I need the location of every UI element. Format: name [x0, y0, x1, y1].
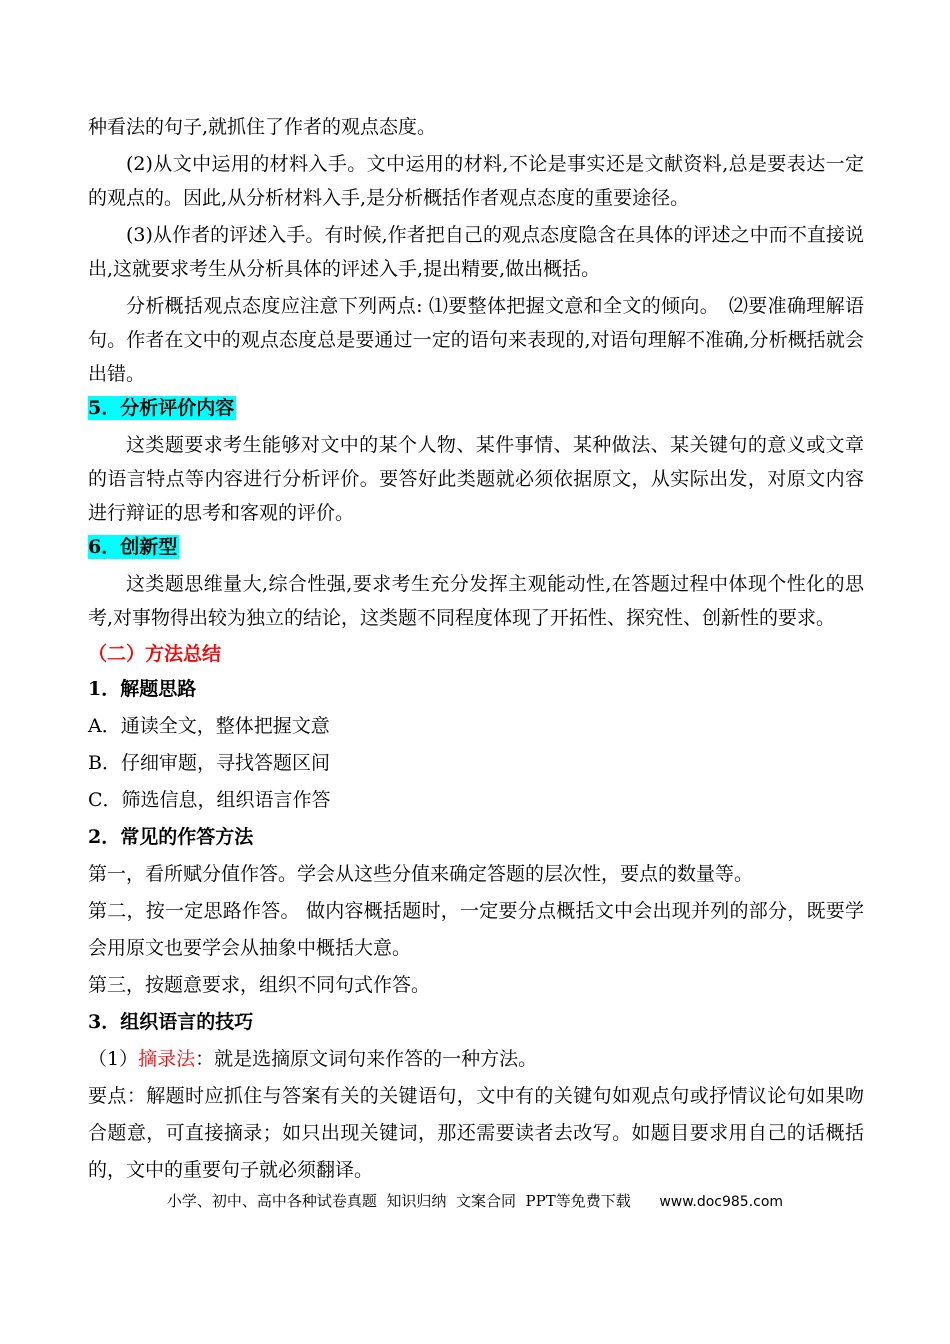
list-item-c: C．筛选信息，组织语言作答 — [88, 789, 331, 811]
method-first: 第一，看所赋分值作答。学会从这些分值来确定答题的层次性，要点的数量等。 — [88, 863, 754, 885]
subheading-answer-methods: 2．常见的作答方法 — [88, 826, 254, 848]
paragraph-innovation: 这类题思维量大,综合性强,要求考生充分发挥主观能动性,在答题过程中体现个性化的思考,对事物得出较为独立的结论，这类题不同程度体现了开拓性、探究性、创新性的要求。 — [88, 573, 864, 629]
excerpt-method-line — [88, 1041, 864, 1078]
key-points-paragraph: 要点：解题时应抓住与答案有关的关键语句，文中有的关键句如观点句或抒情议论句如果吻合题意，可直接摘录；如只出现关键词，那还需要读者去改写。如题目要求用自己的话概括的，文中的重要句子就必须翻译。 — [88, 1085, 864, 1181]
excerpt-method-term: 摘录法 — [138, 1048, 196, 1070]
document-body — [88, 110, 864, 1189]
excerpt-method-desc: ：就是选摘原文词句来作答的一种方法。 — [195, 1048, 538, 1070]
paragraph-analysis-evaluation: 这类题要求考生能够对文中的某个人物、某件事情、某种做法、某关键句的意义或文章的语言特点等内容进行分析评价。要答好此类题就必须依据原文，从实际出发，对原文内容进行辩证的思考和客观的评价。 — [88, 434, 864, 524]
page-footer — [0, 1190, 950, 1213]
method-third: 第三，按题意要求，组织不同句式作答。 — [88, 974, 431, 996]
subheading-solving-approach: 1．解题思路 — [88, 678, 197, 700]
footer-text: 小学、初中、高中各种试卷真题 知识归纳 文案合同 PPT等免费下载 — [166, 1192, 631, 1210]
heading-6 — [88, 530, 864, 564]
excerpt-method-prefix: （1） — [88, 1048, 139, 1070]
list-item-a: A．通读全文，整体把握文意 — [88, 715, 330, 737]
section-method-summary: （二）方法总结 — [88, 643, 222, 665]
paragraph-method-3: (3)从作者的评述入手。有时候,作者把自己的观点态度隐含在具体的评述之中而不直接说出,这就要求考生从分析具体的评述入手,提出精要,做出概括。 — [88, 224, 864, 280]
list-item-b: B．仔细审题，寻找答题区间 — [88, 752, 330, 774]
heading-5 — [88, 391, 864, 425]
paragraph-method-2: (2)从文中运用的材料入手。文中运用的材料,不论是事实还是文献资料,总是要表达一定的观点的。因此,从分析材料入手,是分析概括作者观点态度的重要途径。 — [88, 153, 864, 209]
paragraph-attention-points: 分析概括观点态度应注意下列两点: ⑴要整体把握文意和全文的倾向。 ⑵要准确理解语句。作者在文中的观点态度总是要通过一定的语句来表现的,对语句理解不准确,分析概括就会出错。 — [88, 295, 864, 385]
heading-5-text: 5．分析评价内容 — [88, 397, 235, 419]
heading-6-text: 6．创新型 — [88, 536, 178, 558]
paragraph-continuation: 种看法的句子,就抓住了作者的观点态度。 — [88, 116, 437, 138]
method-second: 第二，按一定思路作答。 做内容概括题时，一定要分点概括文中会出现并列的部分，既要学会用原文也要学会从抽象中概括大意。 — [88, 900, 864, 959]
footer-url: www.doc985.com — [659, 1194, 784, 1210]
subheading-language-skills: 3．组织语言的技巧 — [88, 1011, 254, 1033]
